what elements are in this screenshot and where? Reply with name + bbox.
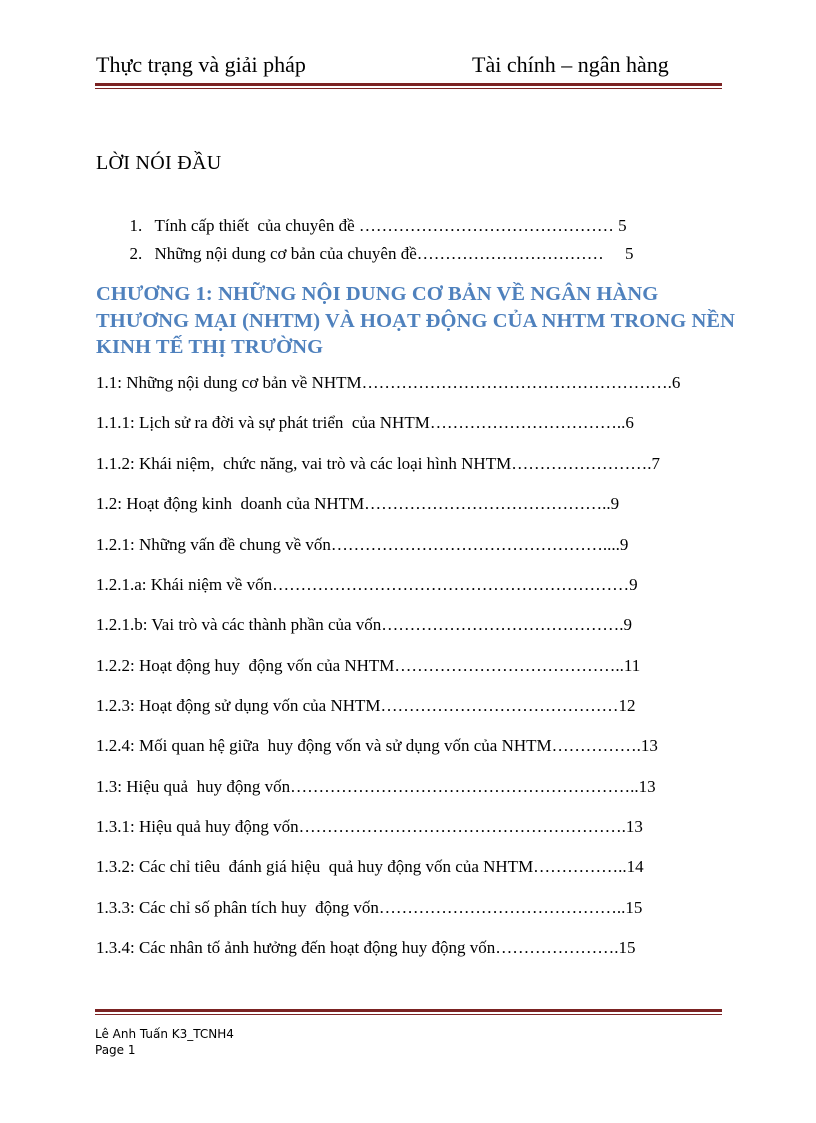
toc-entry: 1.3.1: Hiệu quả huy động vốn………………………………………………….13: [96, 817, 643, 836]
toc-entry: 1.3.4: Các nhân tố ảnh hưởng đến hoạt động huy động vốn………………….15: [96, 938, 636, 957]
toc-entry: 1.2.4: Mối quan hệ giữa huy động vốn và sử dụng vốn của NHTM…………….13: [96, 736, 658, 755]
intro-item-number: 1.: [129, 216, 143, 235]
toc-entry: 1.3.3: Các chỉ số phân tích huy động vốn……………………………………..15: [96, 898, 643, 917]
toc-entry: 1.3: Hiệu quả huy động vốn……………………………………………………..13: [96, 777, 656, 796]
intro-item: [121, 224, 634, 264]
intro-item-text: Tính cấp thiết của chuyên đề ……………………………………… 5: [154, 216, 627, 235]
intro-heading: LỜI NÓI ĐẦU: [96, 152, 222, 174]
toc-entry: 1.2.1.b: Vai trò và các thành phần của vốn…………………………………….9: [96, 615, 633, 634]
intro-item-text: Những nội dung cơ bản của chuyên đề…………………………… 5: [154, 244, 634, 263]
toc-entry: 1.2.1.a: Khái niệm về vốn………………………………………………………9: [96, 575, 638, 594]
toc-entry: 1.1: Những nội dung cơ bản về NHTM……………………………………………….6: [96, 373, 681, 392]
chapter-heading: CHƯƠNG 1: NHỮNG NỘI DUNG CƠ BẢN VỀ NGÂN HÀNG THƯƠNG MẠI (NHTM) VÀ HOẠT ĐỘNG CỦA NHTM TRONG NỀN KINH TẾ THỊ TRƯỜNG: [96, 283, 736, 358]
header-title-right: Tài chính – ngân hàng: [472, 52, 669, 77]
footer-author: Lê Anh Tuấn K3_TCNH4: [95, 1027, 234, 1041]
toc-entry: 1.1.1: Lịch sử ra đời và sự phát triển của NHTM……………………………..6: [96, 413, 634, 432]
footer-rule: [95, 1009, 722, 1015]
toc-entry: 1.2: Hoạt động kinh doanh của NHTM……………………………………..9: [96, 494, 620, 513]
intro-item-number: 2.: [129, 244, 143, 263]
toc-entry: 1.2.1: Những vấn đề chung về vốn…………………………………………....9: [96, 535, 629, 554]
header-title-left: Thực trạng và giải pháp: [96, 52, 306, 77]
footer-page-number: Page 1: [95, 1043, 136, 1057]
toc-entry: 1.1.2: Khái niệm, chức năng, vai trò và các loại hình NHTM…………………….7: [96, 454, 660, 473]
header-rule: [95, 83, 722, 89]
toc-entry: 1.3.2: Các chỉ tiêu đánh giá hiệu quả huy động vốn của NHTM……………..14: [96, 857, 644, 876]
toc-entry: 1.2.2: Hoạt động huy động vốn của NHTM…………………………………..11: [96, 656, 641, 675]
toc-entry: 1.2.3: Hoạt động sử dụng vốn của NHTM……………………………………12: [96, 696, 636, 715]
